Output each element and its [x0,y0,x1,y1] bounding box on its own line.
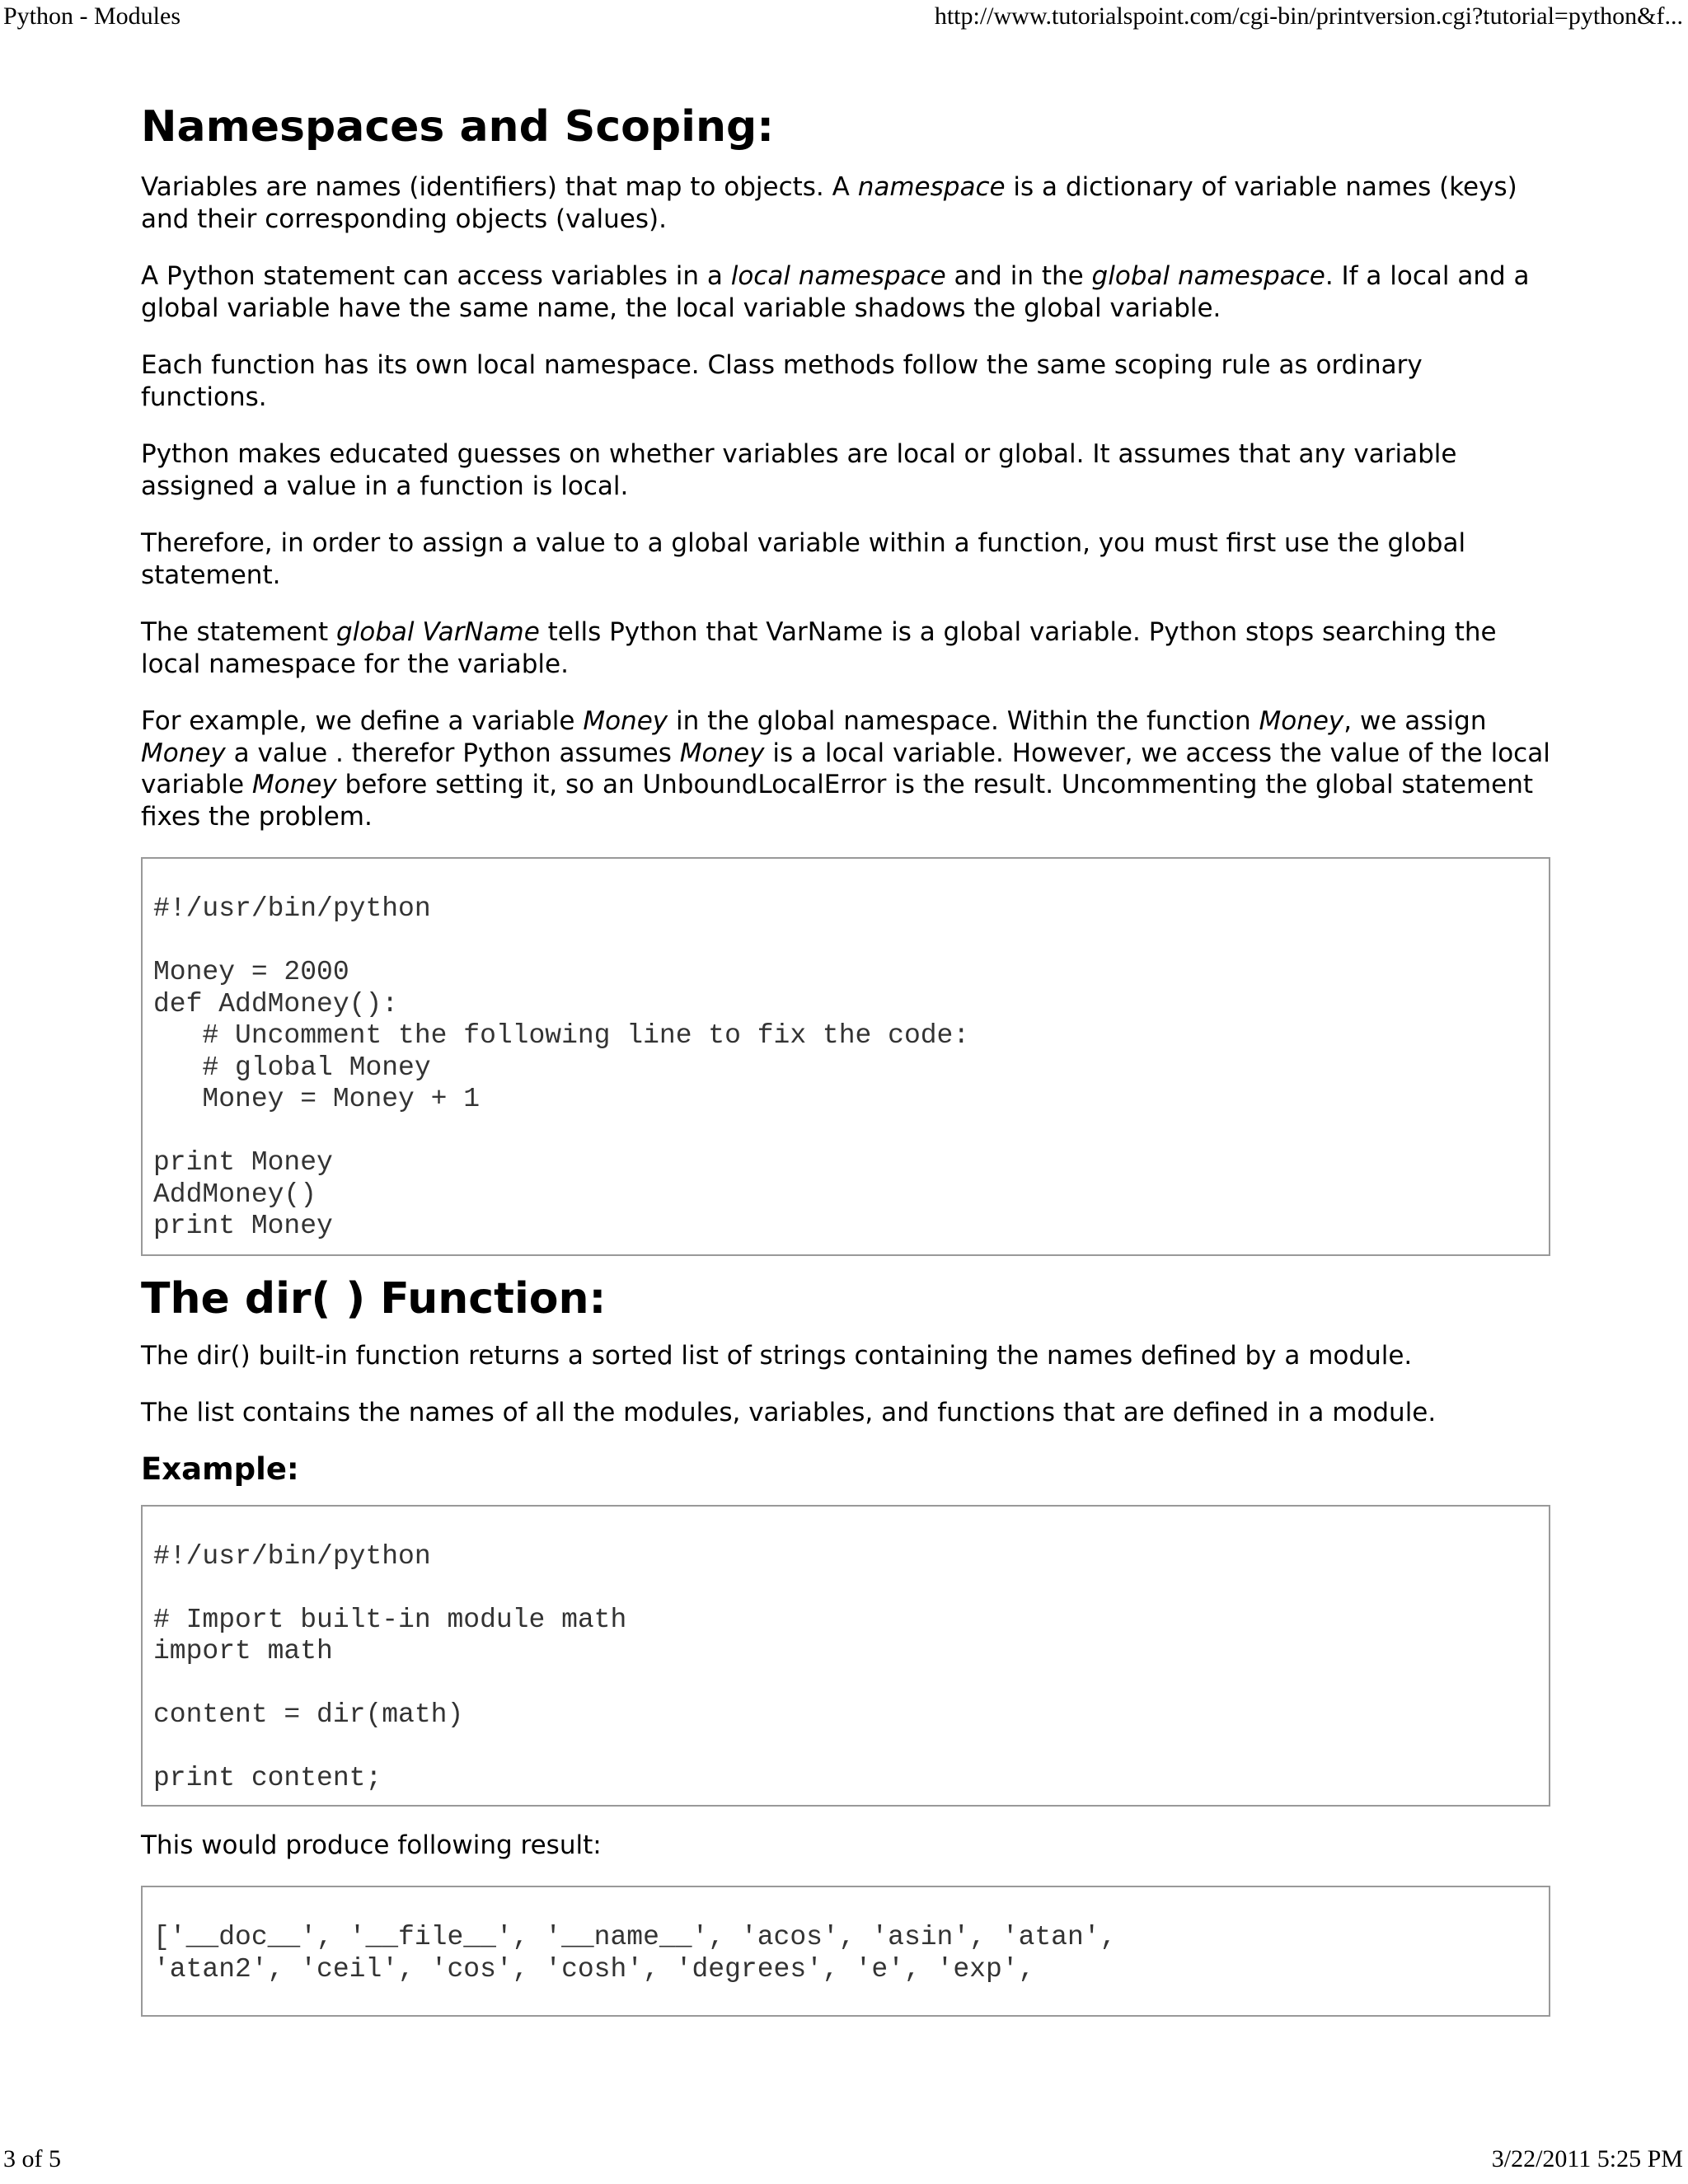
document-body [141,91,1550,2017]
page-number: 3 of 5 [3,2145,61,2172]
page-header-title: Python - Modules [3,2,181,30]
paragraph: Python makes educated guesses on whether variables are local or global. It assumes that any variable assigned a value in a function is local. [141,439,1457,501]
paragraph: The statement global VarName tells Python that VarName is a global variable. Python stops searching the local namespace for the variable. [141,617,1497,679]
paragraph: The list contains the names of all the modules, variables, and functions that are defined in a module. [141,1398,1437,1427]
paragraph: The dir() built-in function returns a sorted list of strings containing the names defined by a module. [141,1340,1413,1371]
section-heading-dir-function: The dir( ) Function: [141,1273,607,1324]
paragraph: This would produce following result: [141,1830,602,1860]
code-block-result: ['__doc__', '__file__', '__name__', 'acos', 'asin', 'atan', 'atan2', 'ceil', 'cos', 'cosh', 'degrees', 'e', 'exp', [141,1886,1550,2017]
paragraph: Each function has its own local namespace. Class methods follow the same scoping rule as ordinary functions. [141,350,1423,412]
page-header-url: http://www.tutorialspoint.com/cgi-bin/printversion.cgi?tutorial=python&f... [934,2,1683,30]
paragraph: Therefore, in order to assign a value to a global variable within a function, you must first use the global statement. [141,528,1466,590]
paragraph: Variables are names (identifiers) that map to objects. A namespace is a dictionary of variable names (keys) and their corresponding objects (values). [141,172,1517,234]
example-heading: Example: [141,1451,299,1487]
print-datetime: 3/22/2011 5:25 PM [1491,2145,1683,2172]
paragraph: A Python statement can access variables in a local namespace and in the global namespace. If a local and a global variable have the same name, the local variable shadows the global variable. [141,261,1530,323]
section-heading-namespaces: Namespaces and Scoping: [141,102,774,152]
code-block-money: #!/usr/bin/python Money = 2000 def AddMoney(): # Uncomment the following line to fix the code: # global Money Money = Money + 1 print Money AddMoney() print Money [141,857,1550,1256]
code-block-dir-example: #!/usr/bin/python # Import built-in module math import math content = dir(math) print content; [141,1505,1550,1807]
paragraph: For example, we define a variable Money in the global namespace. Within the function Money, we assign Money a value . therefor Python assumes Money is a local variable. However, we access the value of the local variable Money before setting it, so an UnboundLocalError is the result. Uncommenting the global statement fixes the problem. [141,706,1550,832]
